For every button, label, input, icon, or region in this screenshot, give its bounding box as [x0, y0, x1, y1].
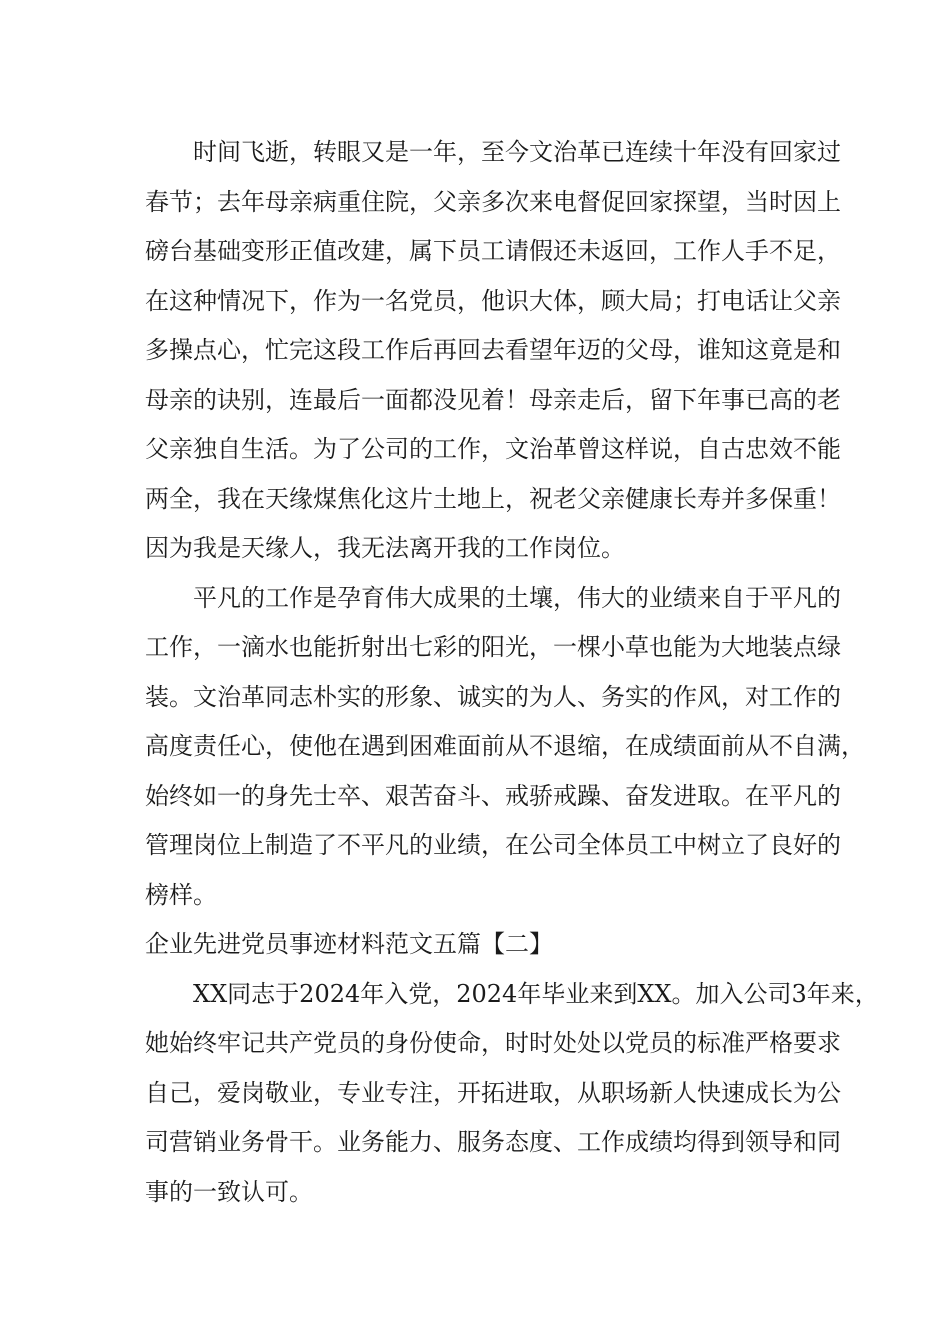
paragraph-line: 多操点心，忙完这段工作后再回去看望年迈的父母，谁知这竟是和: [145, 336, 841, 364]
paragraph-1: [145, 128, 841, 574]
paragraph-line: 春节；去年母亲病重住院，父亲多次来电督促回家探望，当时因上: [145, 187, 841, 216]
paragraph-line: XX同志于2024年入党，2024年毕业来到XX。加入公司3年来，: [193, 979, 879, 1008]
section-heading-text: 企业先进党员事迹材料范文五篇【二】: [145, 930, 553, 958]
paragraph-line: 装。文治革同志朴实的形象、诚实的为人、务实的作风，对工作的: [145, 682, 841, 711]
paragraph-line: 在这种情况下，作为一名党员，他识大体，顾大局；打电话让父亲: [145, 286, 841, 315]
paragraph-line: 因为我是天缘人，我无法离开我的工作岗位。: [145, 534, 625, 562]
paragraph-3: [145, 970, 879, 1218]
paragraph-line: 父亲独自生活。为了公司的工作，文治革曾这样说，自古忠效不能: [145, 435, 841, 463]
paragraph-line: 工作，一滴水也能折射出七彩的阳光，一棵小草也能为大地装点绿: [145, 633, 841, 661]
paragraph-line: 管理岗位上制造了不平凡的业绩，在公司全体员工中树立了良好的: [145, 831, 841, 859]
document-body: [145, 128, 879, 1217]
section-heading: [145, 920, 810, 970]
paragraph-line: 母亲的诀别，连最后一面都没见着！母亲走后，留下年事已高的老: [145, 385, 841, 414]
paragraph-line: 榜样。: [145, 880, 217, 909]
paragraph-line: 事的一致认可。: [145, 1177, 313, 1206]
paragraph-line: 时间飞逝，转眼又是一年，至今文治革已连续十年没有回家过: [193, 138, 841, 166]
paragraph-2: [145, 574, 865, 921]
paragraph-line: 磅台基础变形正值改建，属下员工请假还未返回，工作人手不足，: [145, 237, 841, 265]
paragraph-line: 平凡的工作是孕育伟大成果的土壤，伟大的业绩来自于平凡的: [193, 583, 841, 612]
paragraph-line: 司营销业务骨干。业务能力、服务态度、工作成绩均得到领导和同: [145, 1128, 841, 1156]
paragraph-line: 她始终牢记共产党员的身份使命，时时处处以党员的标准严格要求: [145, 1029, 841, 1057]
paragraph-line: 自己，爱岗敬业，专业专注，开拓进取，从职场新人快速成长为公: [145, 1078, 841, 1107]
paragraph-line: 高度责任心，使他在遇到困难面前从不退缩，在成绩面前从不自满，: [145, 732, 865, 760]
paragraph-line: 两全，我在天缘煤焦化这片土地上，祝老父亲健康长寿并多保重！: [145, 484, 841, 513]
paragraph-line: 始终如一的身先士卒、艰苦奋斗、戒骄戒躁、奋发进取。在平凡的: [145, 781, 841, 810]
